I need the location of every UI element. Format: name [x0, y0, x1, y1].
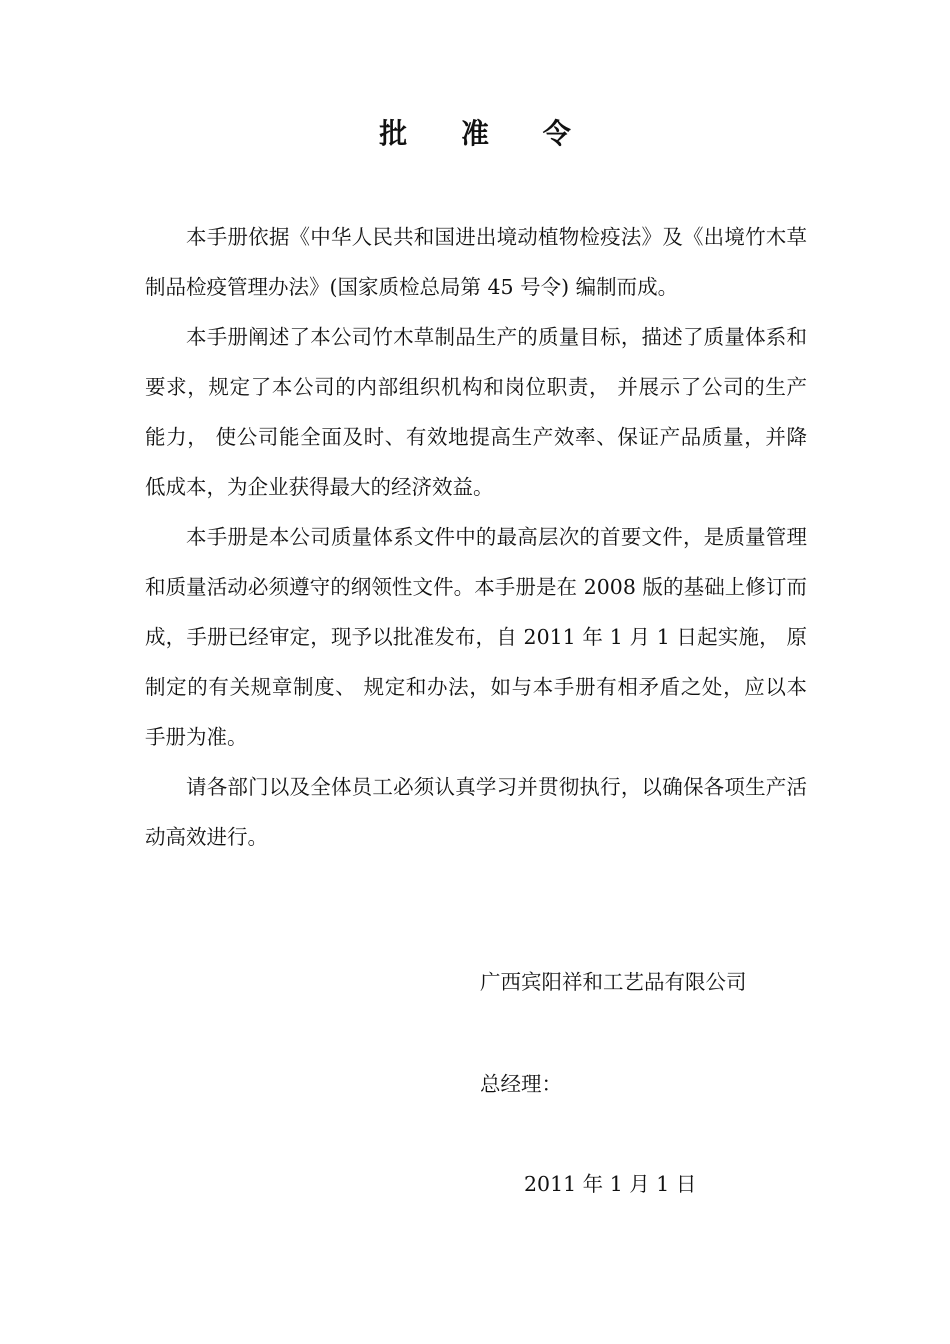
paragraph-basis: 本手册依据《中华人民共和国进出境动植物检疫法》及《出境竹木草制品检疫管理办法》(国家质检总局第 45 号令) 编制而成。 — [145, 225, 807, 299]
paragraph-instruction: 请各部门以及全体员工必须认真学习并贯彻执行，以确保各项生产活动高效进行。 — [145, 775, 807, 849]
paragraph-purpose: 本手册阐述了本公司竹木草制品生产的质量目标，描述了质量体系和要求，规定了本公司的内部组织机构和岗位职责， 并展示了公司的生产能力， 使公司能全面及时、有效地提高生产效率、保证产品质量，并降低成本，为企业获得最大的经济效益。 — [145, 325, 807, 499]
document-title: 批 准 令 — [379, 117, 593, 150]
paragraph-status: 本手册是本公司质量体系文件中的最高层次的首要文件，是质量管理和质量活动必须遵守的纲领性文件。本手册是在 2008 版的基础上修订而成，手册已经审定，现予以批准发布，自 2011 年 1 月 1 日起实施， 原制定的有关规章制度、 规定和办法，如与本手册有相矛盾之处，应以本手册为准。 — [145, 525, 807, 749]
general-manager-label: 总经理： — [480, 1072, 562, 1096]
issue-date: 2011 年 1 月 1 日 — [524, 1172, 697, 1196]
document-body — [145, 212, 807, 862]
company-name: 广西宾阳祥和工艺品有限公司 — [480, 970, 747, 994]
